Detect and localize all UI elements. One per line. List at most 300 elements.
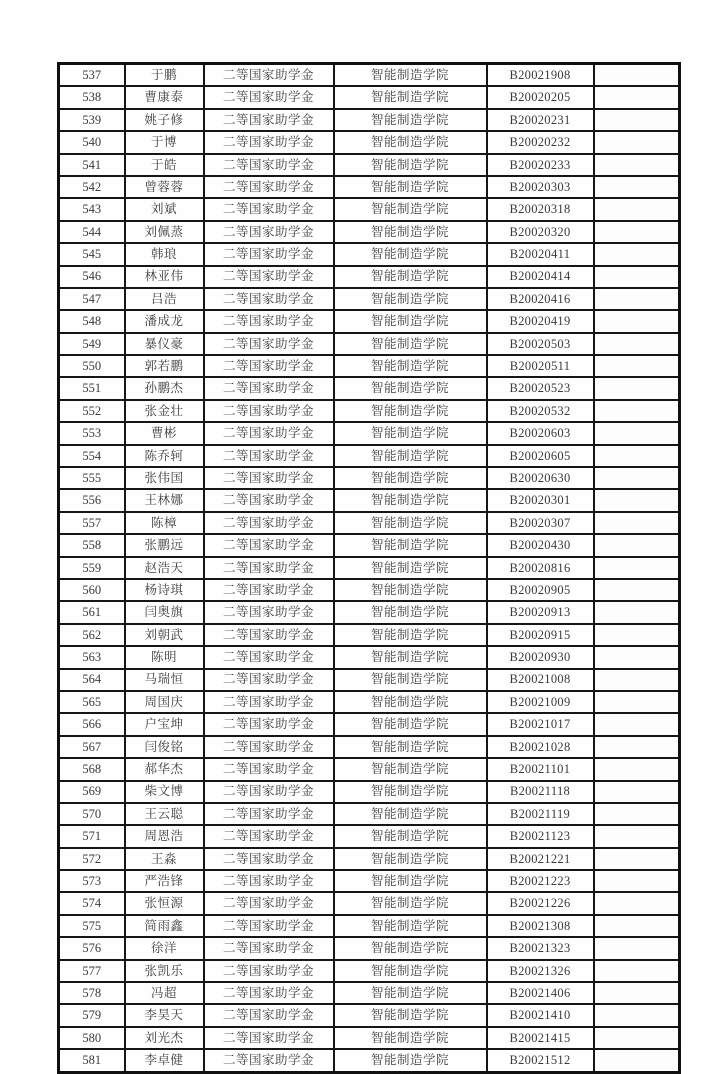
- student-name-cell: 曾蓉蓉: [125, 176, 204, 198]
- table-row: [59, 288, 680, 310]
- student-name-cell: 周国庆: [125, 691, 204, 713]
- blank-cell: [594, 848, 680, 870]
- blank-cell: [594, 736, 680, 758]
- blank-cell: [594, 489, 680, 511]
- row-index-cell: 565: [59, 691, 125, 713]
- table-row: [59, 915, 680, 937]
- aid-type-cell: 二等国家助学金: [204, 198, 334, 220]
- student-id-cell: B20020930: [487, 646, 594, 668]
- blank-cell: [594, 982, 680, 1004]
- college-cell: 智能制造学院: [334, 422, 487, 444]
- table-row: [59, 86, 680, 108]
- college-cell: 智能制造学院: [334, 288, 487, 310]
- student-id-cell: B20021008: [487, 669, 594, 691]
- blank-cell: [594, 601, 680, 623]
- student-id-cell: B20020416: [487, 288, 594, 310]
- college-cell: 智能制造学院: [334, 176, 487, 198]
- row-index-cell: 550: [59, 355, 125, 377]
- row-index-cell: 539: [59, 109, 125, 131]
- student-name-cell: 闫俊铭: [125, 736, 204, 758]
- aid-type-cell: 二等国家助学金: [204, 870, 334, 892]
- table-row: [59, 624, 680, 646]
- row-index-cell: 560: [59, 579, 125, 601]
- table-row: [59, 333, 680, 355]
- row-index-cell: 547: [59, 288, 125, 310]
- table-row: [59, 691, 680, 713]
- college-cell: 智能制造学院: [334, 198, 487, 220]
- student-id-cell: B20021223: [487, 870, 594, 892]
- table-row: [59, 1027, 680, 1049]
- student-name-cell: 潘成龙: [125, 310, 204, 332]
- college-cell: 智能制造学院: [334, 803, 487, 825]
- row-index-cell: 543: [59, 198, 125, 220]
- aid-type-cell: 二等国家助学金: [204, 221, 334, 243]
- college-cell: 智能制造学院: [334, 669, 487, 691]
- aid-type-cell: 二等国家助学金: [204, 982, 334, 1004]
- student-id-cell: B20020630: [487, 467, 594, 489]
- blank-cell: [594, 937, 680, 959]
- college-cell: 智能制造学院: [334, 333, 487, 355]
- student-name-cell: 严浩锋: [125, 870, 204, 892]
- student-id-cell: B20020205: [487, 86, 594, 108]
- table-row: [59, 982, 680, 1004]
- row-index-cell: 555: [59, 467, 125, 489]
- blank-cell: [594, 624, 680, 646]
- aid-type-cell: 二等国家助学金: [204, 669, 334, 691]
- student-name-cell: 张恒源: [125, 892, 204, 914]
- blank-cell: [594, 109, 680, 131]
- table-row: [59, 803, 680, 825]
- student-name-cell: 王云聪: [125, 803, 204, 825]
- table-row: [59, 422, 680, 444]
- blank-cell: [594, 781, 680, 803]
- college-cell: 智能制造学院: [334, 646, 487, 668]
- scholarship-table: [57, 62, 681, 1074]
- blank-cell: [594, 64, 680, 87]
- blank-cell: [594, 960, 680, 982]
- blank-cell: [594, 86, 680, 108]
- blank-cell: [594, 691, 680, 713]
- student-id-cell: B20020301: [487, 489, 594, 511]
- student-id-cell: B20021908: [487, 64, 594, 87]
- student-id-cell: B20020511: [487, 355, 594, 377]
- student-id-cell: B20020905: [487, 579, 594, 601]
- student-name-cell: 郭若鹏: [125, 355, 204, 377]
- college-cell: 智能制造学院: [334, 310, 487, 332]
- row-index-cell: 546: [59, 266, 125, 288]
- table-row: [59, 534, 680, 556]
- blank-cell: [594, 422, 680, 444]
- table-row: [59, 736, 680, 758]
- aid-type-cell: 二等国家助学金: [204, 713, 334, 735]
- row-index-cell: 579: [59, 1004, 125, 1026]
- blank-cell: [594, 803, 680, 825]
- blank-cell: [594, 758, 680, 780]
- blank-cell: [594, 333, 680, 355]
- student-name-cell: 韩琅: [125, 243, 204, 265]
- row-index-cell: 570: [59, 803, 125, 825]
- blank-cell: [594, 870, 680, 892]
- student-id-cell: B20021123: [487, 825, 594, 847]
- aid-type-cell: 二等国家助学金: [204, 915, 334, 937]
- college-cell: 智能制造学院: [334, 870, 487, 892]
- student-id-cell: B20020532: [487, 400, 594, 422]
- student-name-cell: 张凯乐: [125, 960, 204, 982]
- table-row: [59, 109, 680, 131]
- student-id-cell: B20020320: [487, 221, 594, 243]
- aid-type-cell: 二等国家助学金: [204, 243, 334, 265]
- table-row: [59, 1004, 680, 1026]
- row-index-cell: 538: [59, 86, 125, 108]
- blank-cell: [594, 176, 680, 198]
- college-cell: 智能制造学院: [334, 534, 487, 556]
- student-name-cell: 冯超: [125, 982, 204, 1004]
- row-index-cell: 567: [59, 736, 125, 758]
- student-id-cell: B20021226: [487, 892, 594, 914]
- aid-type-cell: 二等国家助学金: [204, 646, 334, 668]
- student-name-cell: 陈樟: [125, 512, 204, 534]
- aid-type-cell: 二等国家助学金: [204, 534, 334, 556]
- table-row: [59, 825, 680, 847]
- row-index-cell: 568: [59, 758, 125, 780]
- row-index-cell: 556: [59, 489, 125, 511]
- student-id-cell: B20021512: [487, 1049, 594, 1072]
- table-row: [59, 848, 680, 870]
- table-row: [59, 1049, 680, 1072]
- blank-cell: [594, 377, 680, 399]
- table-row: [59, 467, 680, 489]
- row-index-cell: 574: [59, 892, 125, 914]
- college-cell: 智能制造学院: [334, 489, 487, 511]
- student-id-cell: B20020915: [487, 624, 594, 646]
- college-cell: 智能制造学院: [334, 736, 487, 758]
- college-cell: 智能制造学院: [334, 377, 487, 399]
- blank-cell: [594, 579, 680, 601]
- table-row: [59, 400, 680, 422]
- student-name-cell: 张鹏远: [125, 534, 204, 556]
- student-name-cell: 陈乔轲: [125, 445, 204, 467]
- row-index-cell: 558: [59, 534, 125, 556]
- table-row: [59, 892, 680, 914]
- student-name-cell: 周恩浩: [125, 825, 204, 847]
- table-body: [59, 64, 680, 1073]
- student-id-cell: B20021326: [487, 960, 594, 982]
- row-index-cell: 551: [59, 377, 125, 399]
- student-name-cell: 赵浩天: [125, 557, 204, 579]
- blank-cell: [594, 1049, 680, 1072]
- college-cell: 智能制造学院: [334, 624, 487, 646]
- blank-cell: [594, 355, 680, 377]
- aid-type-cell: 二等国家助学金: [204, 848, 334, 870]
- student-name-cell: 户宝坤: [125, 713, 204, 735]
- aid-type-cell: 二等国家助学金: [204, 579, 334, 601]
- student-id-cell: B20020232: [487, 131, 594, 153]
- table-row: [59, 960, 680, 982]
- row-index-cell: 561: [59, 601, 125, 623]
- student-id-cell: B20021415: [487, 1027, 594, 1049]
- blank-cell: [594, 557, 680, 579]
- student-name-cell: 张金壮: [125, 400, 204, 422]
- college-cell: 智能制造学院: [334, 915, 487, 937]
- row-index-cell: 553: [59, 422, 125, 444]
- student-name-cell: 刘斌: [125, 198, 204, 220]
- student-id-cell: B20021323: [487, 937, 594, 959]
- college-cell: 智能制造学院: [334, 1049, 487, 1072]
- table-row: [59, 646, 680, 668]
- college-cell: 智能制造学院: [334, 892, 487, 914]
- row-index-cell: 580: [59, 1027, 125, 1049]
- college-cell: 智能制造学院: [334, 64, 487, 87]
- college-cell: 智能制造学院: [334, 154, 487, 176]
- student-name-cell: 于博: [125, 131, 204, 153]
- student-name-cell: 孙鹏杰: [125, 377, 204, 399]
- row-index-cell: 537: [59, 64, 125, 87]
- aid-type-cell: 二等国家助学金: [204, 377, 334, 399]
- aid-type-cell: 二等国家助学金: [204, 601, 334, 623]
- student-id-cell: B20021101: [487, 758, 594, 780]
- college-cell: 智能制造学院: [334, 355, 487, 377]
- student-name-cell: 杨诗琪: [125, 579, 204, 601]
- aid-type-cell: 二等国家助学金: [204, 64, 334, 87]
- student-id-cell: B20020411: [487, 243, 594, 265]
- table-row: [59, 198, 680, 220]
- student-name-cell: 刘佩蒸: [125, 221, 204, 243]
- college-cell: 智能制造学院: [334, 982, 487, 1004]
- aid-type-cell: 二等国家助学金: [204, 445, 334, 467]
- table-row: [59, 154, 680, 176]
- student-name-cell: 郝华杰: [125, 758, 204, 780]
- student-id-cell: B20020523: [487, 377, 594, 399]
- aid-type-cell: 二等国家助学金: [204, 422, 334, 444]
- blank-cell: [594, 221, 680, 243]
- aid-type-cell: 二等国家助学金: [204, 1049, 334, 1072]
- college-cell: 智能制造学院: [334, 758, 487, 780]
- aid-type-cell: 二等国家助学金: [204, 624, 334, 646]
- aid-type-cell: 二等国家助学金: [204, 691, 334, 713]
- blank-cell: [594, 467, 680, 489]
- student-name-cell: 王淼: [125, 848, 204, 870]
- row-index-cell: 540: [59, 131, 125, 153]
- row-index-cell: 581: [59, 1049, 125, 1072]
- college-cell: 智能制造学院: [334, 445, 487, 467]
- aid-type-cell: 二等国家助学金: [204, 176, 334, 198]
- aid-type-cell: 二等国家助学金: [204, 489, 334, 511]
- college-cell: 智能制造学院: [334, 400, 487, 422]
- table-row: [59, 221, 680, 243]
- blank-cell: [594, 310, 680, 332]
- aid-type-cell: 二等国家助学金: [204, 1027, 334, 1049]
- table-row: [59, 937, 680, 959]
- table-row: [59, 870, 680, 892]
- student-name-cell: 暴仪豪: [125, 333, 204, 355]
- aid-type-cell: 二等国家助学金: [204, 266, 334, 288]
- student-name-cell: 刘朝武: [125, 624, 204, 646]
- row-index-cell: 541: [59, 154, 125, 176]
- blank-cell: [594, 445, 680, 467]
- student-name-cell: 简雨鑫: [125, 915, 204, 937]
- student-id-cell: B20020307: [487, 512, 594, 534]
- college-cell: 智能制造学院: [334, 266, 487, 288]
- student-name-cell: 林亚伟: [125, 266, 204, 288]
- row-index-cell: 562: [59, 624, 125, 646]
- aid-type-cell: 二等国家助学金: [204, 86, 334, 108]
- aid-type-cell: 二等国家助学金: [204, 310, 334, 332]
- table-row: [59, 781, 680, 803]
- table-row: [59, 557, 680, 579]
- student-name-cell: 姚子修: [125, 109, 204, 131]
- row-index-cell: 554: [59, 445, 125, 467]
- college-cell: 智能制造学院: [334, 221, 487, 243]
- student-name-cell: 曹康泰: [125, 86, 204, 108]
- student-id-cell: B20021028: [487, 736, 594, 758]
- student-name-cell: 柴文博: [125, 781, 204, 803]
- student-id-cell: B20021406: [487, 982, 594, 1004]
- table-row: [59, 310, 680, 332]
- aid-type-cell: 二等国家助学金: [204, 781, 334, 803]
- table-row: [59, 355, 680, 377]
- aid-type-cell: 二等国家助学金: [204, 467, 334, 489]
- blank-cell: [594, 713, 680, 735]
- aid-type-cell: 二等国家助学金: [204, 937, 334, 959]
- student-id-cell: B20020419: [487, 310, 594, 332]
- student-name-cell: 吕浩: [125, 288, 204, 310]
- student-id-cell: B20020603: [487, 422, 594, 444]
- college-cell: 智能制造学院: [334, 960, 487, 982]
- student-id-cell: B20020913: [487, 601, 594, 623]
- student-name-cell: 闫奥旗: [125, 601, 204, 623]
- college-cell: 智能制造学院: [334, 825, 487, 847]
- student-id-cell: B20020503: [487, 333, 594, 355]
- student-id-cell: B20021009: [487, 691, 594, 713]
- student-name-cell: 于鹏: [125, 64, 204, 87]
- blank-cell: [594, 1027, 680, 1049]
- table-row: [59, 266, 680, 288]
- student-name-cell: 陈明: [125, 646, 204, 668]
- blank-cell: [594, 825, 680, 847]
- row-index-cell: 571: [59, 825, 125, 847]
- college-cell: 智能制造学院: [334, 848, 487, 870]
- table-row: [59, 713, 680, 735]
- row-index-cell: 544: [59, 221, 125, 243]
- table-row: [59, 176, 680, 198]
- student-name-cell: 徐洋: [125, 937, 204, 959]
- aid-type-cell: 二等国家助学金: [204, 803, 334, 825]
- aid-type-cell: 二等国家助学金: [204, 825, 334, 847]
- row-index-cell: 569: [59, 781, 125, 803]
- student-id-cell: B20020233: [487, 154, 594, 176]
- row-index-cell: 557: [59, 512, 125, 534]
- aid-type-cell: 二等国家助学金: [204, 736, 334, 758]
- college-cell: 智能制造学院: [334, 467, 487, 489]
- table-row: [59, 669, 680, 691]
- row-index-cell: 552: [59, 400, 125, 422]
- blank-cell: [594, 266, 680, 288]
- blank-cell: [594, 915, 680, 937]
- student-id-cell: B20020816: [487, 557, 594, 579]
- college-cell: 智能制造学院: [334, 601, 487, 623]
- college-cell: 智能制造学院: [334, 1004, 487, 1026]
- college-cell: 智能制造学院: [334, 713, 487, 735]
- aid-type-cell: 二等国家助学金: [204, 400, 334, 422]
- college-cell: 智能制造学院: [334, 557, 487, 579]
- student-name-cell: 王林娜: [125, 489, 204, 511]
- college-cell: 智能制造学院: [334, 781, 487, 803]
- row-index-cell: 563: [59, 646, 125, 668]
- student-id-cell: B20020414: [487, 266, 594, 288]
- college-cell: 智能制造学院: [334, 1027, 487, 1049]
- student-name-cell: 马瑞恒: [125, 669, 204, 691]
- student-id-cell: B20021410: [487, 1004, 594, 1026]
- aid-type-cell: 二等国家助学金: [204, 557, 334, 579]
- aid-type-cell: 二等国家助学金: [204, 892, 334, 914]
- college-cell: 智能制造学院: [334, 512, 487, 534]
- row-index-cell: 575: [59, 915, 125, 937]
- college-cell: 智能制造学院: [334, 579, 487, 601]
- row-index-cell: 564: [59, 669, 125, 691]
- table-row: [59, 489, 680, 511]
- blank-cell: [594, 154, 680, 176]
- aid-type-cell: 二等国家助学金: [204, 154, 334, 176]
- aid-type-cell: 二等国家助学金: [204, 960, 334, 982]
- college-cell: 智能制造学院: [334, 86, 487, 108]
- student-name-cell: 张伟国: [125, 467, 204, 489]
- student-id-cell: B20020318: [487, 198, 594, 220]
- blank-cell: [594, 669, 680, 691]
- table-row: [59, 377, 680, 399]
- college-cell: 智能制造学院: [334, 109, 487, 131]
- blank-cell: [594, 892, 680, 914]
- aid-type-cell: 二等国家助学金: [204, 109, 334, 131]
- row-index-cell: 549: [59, 333, 125, 355]
- table-row: [59, 243, 680, 265]
- table-row: [59, 64, 680, 87]
- row-index-cell: 545: [59, 243, 125, 265]
- aid-type-cell: 二等国家助学金: [204, 1004, 334, 1026]
- table-row: [59, 131, 680, 153]
- table-row: [59, 512, 680, 534]
- row-index-cell: 573: [59, 870, 125, 892]
- student-name-cell: 李卓健: [125, 1049, 204, 1072]
- student-name-cell: 刘光杰: [125, 1027, 204, 1049]
- student-id-cell: B20021221: [487, 848, 594, 870]
- aid-type-cell: 二等国家助学金: [204, 131, 334, 153]
- student-name-cell: 于皓: [125, 154, 204, 176]
- student-id-cell: B20020430: [487, 534, 594, 556]
- row-index-cell: 577: [59, 960, 125, 982]
- student-id-cell: B20021308: [487, 915, 594, 937]
- college-cell: 智能制造学院: [334, 131, 487, 153]
- blank-cell: [594, 512, 680, 534]
- student-id-cell: B20020605: [487, 445, 594, 467]
- blank-cell: [594, 400, 680, 422]
- college-cell: 智能制造学院: [334, 937, 487, 959]
- row-index-cell: 572: [59, 848, 125, 870]
- student-id-cell: B20021119: [487, 803, 594, 825]
- blank-cell: [594, 288, 680, 310]
- student-id-cell: B20020231: [487, 109, 594, 131]
- table-row: [59, 445, 680, 467]
- row-index-cell: 566: [59, 713, 125, 735]
- blank-cell: [594, 243, 680, 265]
- blank-cell: [594, 1004, 680, 1026]
- aid-type-cell: 二等国家助学金: [204, 758, 334, 780]
- student-name-cell: 李昊天: [125, 1004, 204, 1026]
- table-row: [59, 579, 680, 601]
- aid-type-cell: 二等国家助学金: [204, 355, 334, 377]
- aid-type-cell: 二等国家助学金: [204, 288, 334, 310]
- student-id-cell: B20021118: [487, 781, 594, 803]
- row-index-cell: 548: [59, 310, 125, 332]
